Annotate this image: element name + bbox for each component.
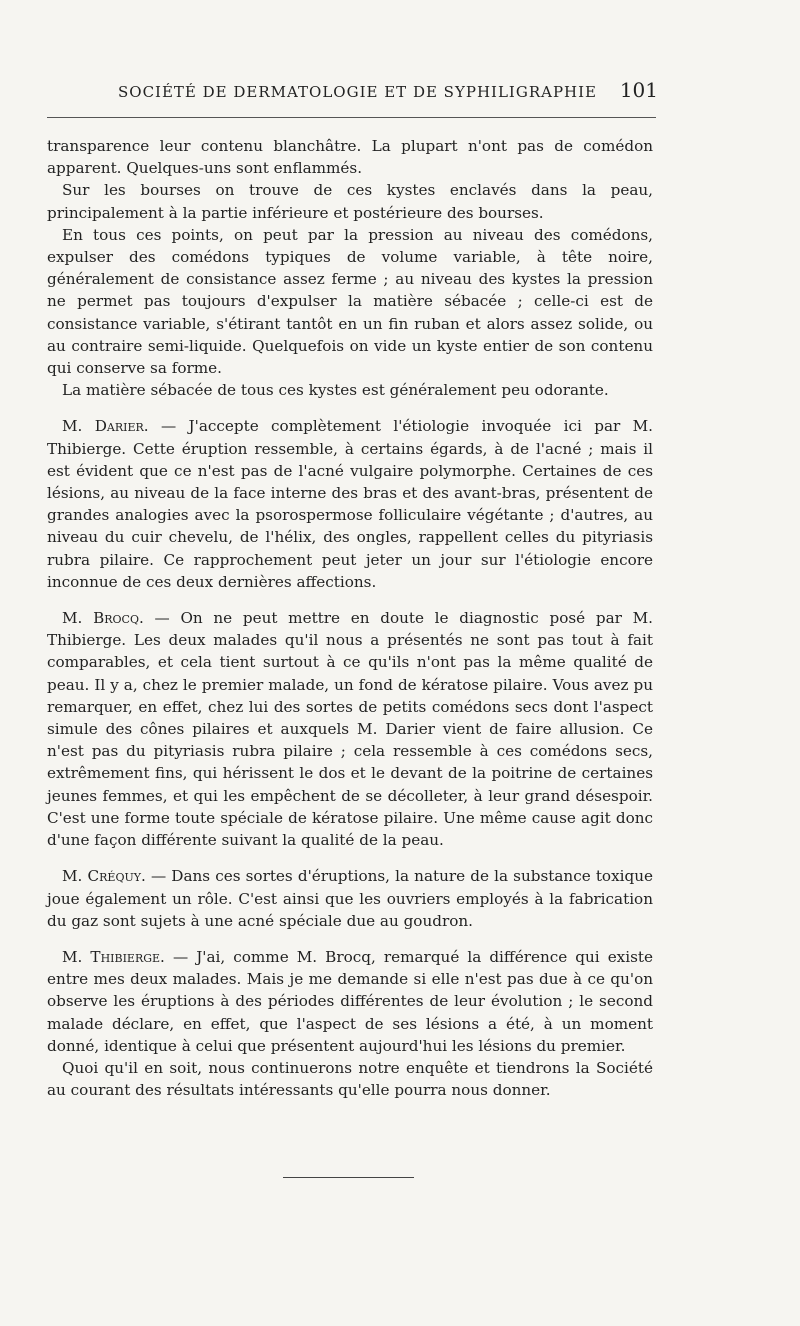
paragraph-thibierge <box>47 946 653 1057</box>
paragraph-text: En tous ces points, on peut par la pression au niveau des comédons, expulser des comédons typiques de volume variable, à tête noire, généralement de consistance assez ferme ; au niveau des kystes la pression ne permet pas toujours d'expulser la matière sébacée ; celle-ci est de consistance variable, s'étirant tantôt en un fin ruban et alors assez solide, ou au contraire semi-liquide. Quelquefois on vide un kyste entier de son contenu qui conserve sa forme. <box>47 225 653 378</box>
paragraph-brocq <box>47 607 653 851</box>
page-number: 101 <box>619 78 658 102</box>
paragraph <box>47 224 653 379</box>
body-text <box>47 135 653 1101</box>
paragraph-darier <box>47 415 653 593</box>
section-end-divider <box>283 1177 414 1178</box>
paragraph-crequy <box>47 865 653 932</box>
speaker-name: M. Brocq. <box>62 609 144 628</box>
speaker-name: M. Darier. <box>62 417 149 436</box>
paragraph-text: Quoi qu'il en soit, nous continuerons notre enquête et tiendrons la Société au courant des résultats intéressants qu'elle pourra nous donner. <box>47 1058 653 1100</box>
header-title: SOCIÉTÉ DE DERMATOLOGIE ET DE SYPHILIGRAPHIE <box>118 83 598 101</box>
paragraph-text: — J'accepte complètement l'étiologie invoquée ici par M. Thibierge. Cette éruption ressemble, à certains égards, à de l'acné ; mais il est évident que ce n'est pas de l'acné vulgaire polymorphe. Certaines de ces lésions, au niveau de la face interne des bras et des avant-bras, présentent de grandes analogies avec la psorospermose folliculaire végétante ; d'autres, au niveau du cuir chevelu, de l'hélix, des ongles, rappellent celles du pityriasis rubra pilaire. Ce rapprochement peut jeter un jour sur l'étiologie encore inconnue de ces deux dernières affections. <box>47 417 653 591</box>
paragraph-text: transparence leur contenu blanchâtre. La plupart n'ont pas de comédon apparent. Quelques-uns sont enflammés. <box>47 137 653 178</box>
paragraph <box>47 1057 653 1101</box>
paragraph-text: Sur les bourses on trouve de ces kystes enclavés dans la peau, principalement à la partie inférieure et postérieure des bourses. <box>47 181 653 222</box>
paragraph-text: — Dans ces sortes d'éruptions, la nature de la substance toxique joue également un rôle. C'est ainsi que les ouvriers employés à la fabrication du gaz sont sujets à une acné spéciale due au goudron. <box>47 867 653 930</box>
running-header <box>118 78 658 102</box>
paragraph-text: La matière sébacée de tous ces kystes est généralement peu odorante. <box>62 381 609 400</box>
paragraph <box>47 135 653 179</box>
paragraph <box>47 379 653 401</box>
paragraph-text: — On ne peut mettre en doute le diagnostic posé par M. Thibierge. Les deux malades qu'il nous a présentés ne sont pas tout à fait comparables, et cela tient surtout à ce qu'ils n'ont pas la même qualité de peau. Il y a, chez le premier malade, un fond de kératose pilaire. Vous avez pu remarquer, en effet, chez lui des sortes de petits comédons secs dont l'aspect simule des cônes pilaires et auxquels M. Darier vient de faire allusion. Ce n'est pas du pityriasis rubra pilaire ; cela ressemble à ces comédons secs, extrêmement fins, qui hérissent le dos et le devant de la poitrine de certaines jeunes femmes, et qui les empêchent de se décolleter, à leur grand désespoir. C'est une forme toute spéciale de kératose pilaire. Une même cause agit donc d'une façon différente suivant la qualité de la peau. <box>47 609 653 850</box>
header-divider <box>47 117 656 118</box>
speaker-name: M. Thibierge. <box>62 947 165 966</box>
paragraph-text: — J'ai, comme M. Brocq, remarqué la différence qui existe entre mes deux malades. Mais je me demande si elle n'est pas due à ce qu'on observe les éruptions à des périodes différentes de leur évolution ; le second malade déclare, en effet, que l'aspect de ses lésions a été, à un moment donné, identique à celui que présentent aujourd'hui les lésions du premier. <box>47 947 653 1055</box>
paragraph <box>47 179 653 223</box>
speaker-name: M. Créquy. <box>62 867 146 886</box>
